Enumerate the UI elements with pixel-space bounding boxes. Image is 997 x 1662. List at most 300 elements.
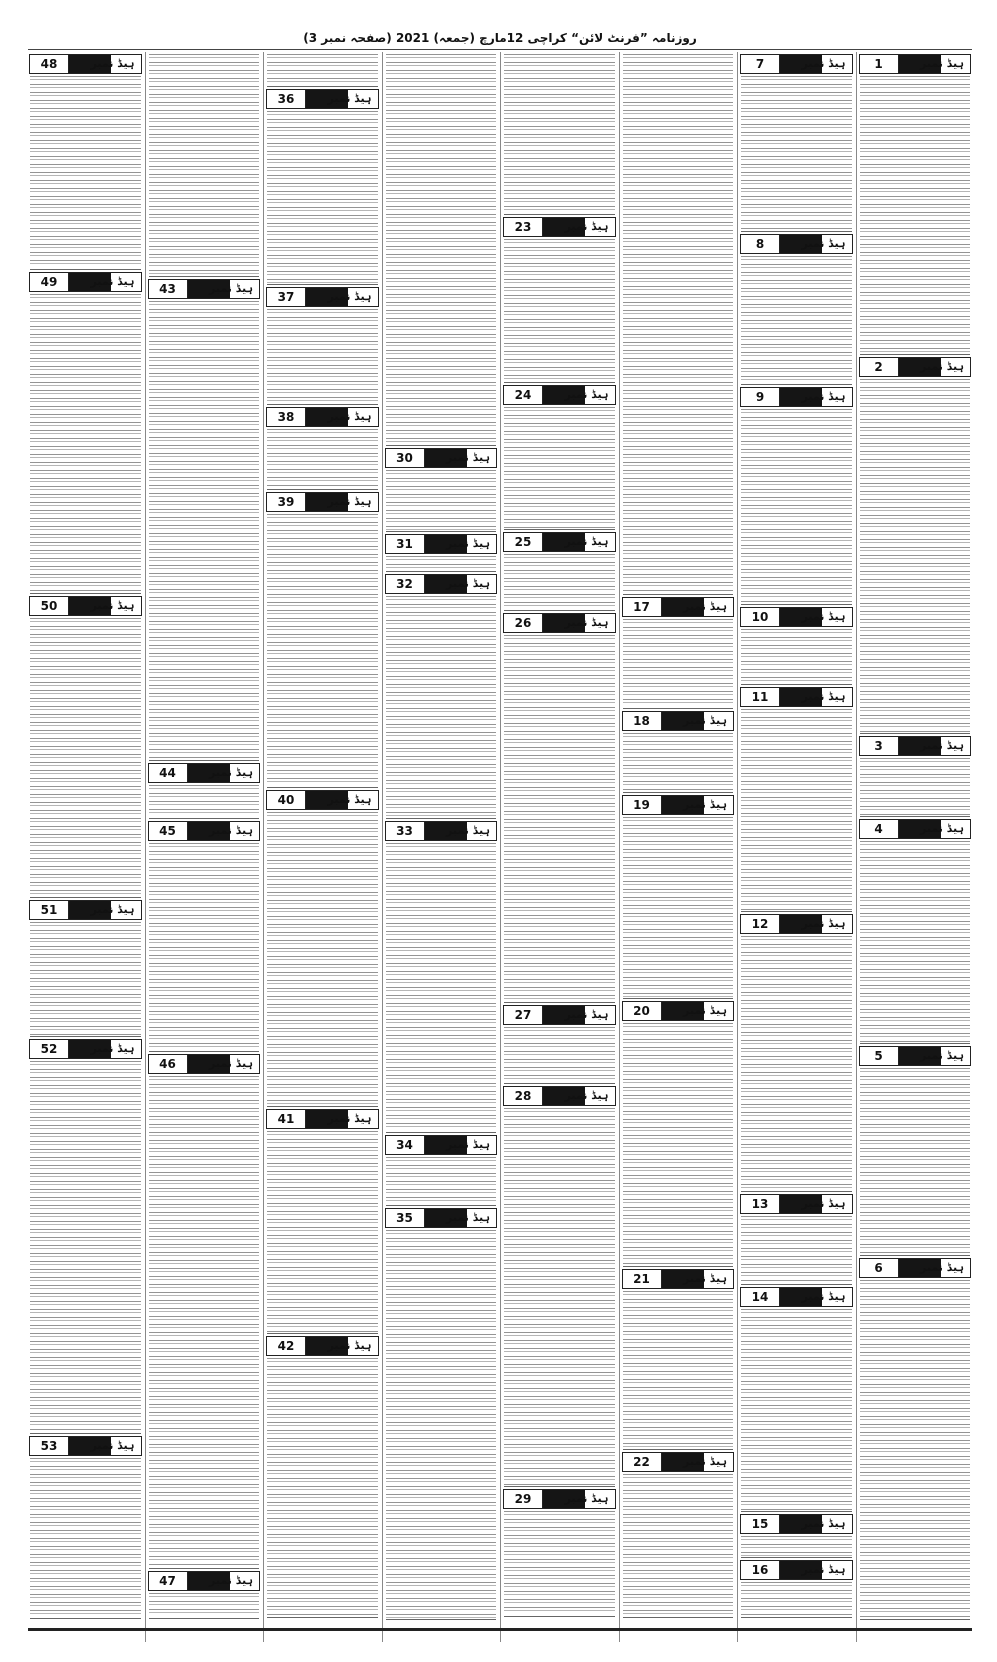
story-header-label: ہیڈ نمبر xyxy=(327,290,372,303)
story-body-text xyxy=(741,409,852,603)
story-header-label: ہیڈ نمبر xyxy=(683,798,727,811)
news-story-continued xyxy=(384,52,499,446)
story-header xyxy=(859,1046,972,1066)
column-separator xyxy=(856,52,857,1642)
story-body-text xyxy=(504,1511,615,1615)
story-body-text xyxy=(267,1131,378,1332)
story-header xyxy=(385,574,498,594)
story-header xyxy=(740,54,853,74)
story-header xyxy=(29,596,142,616)
news-story-8 xyxy=(739,232,854,385)
story-body-text xyxy=(741,1536,852,1556)
story-body-text xyxy=(860,1068,971,1254)
story-body-text xyxy=(860,841,971,1042)
news-story-47 xyxy=(147,1569,262,1619)
story-body-text xyxy=(504,554,615,609)
story-header xyxy=(503,613,616,633)
story-body-text xyxy=(267,514,378,786)
column-separator xyxy=(263,52,264,1642)
news-story-18 xyxy=(621,709,736,793)
story-header-label: ہیڈ نمبر xyxy=(564,616,609,629)
story-number: 26 xyxy=(504,614,543,632)
story-header xyxy=(266,790,379,810)
column-7 xyxy=(147,52,262,1642)
story-number: 2 xyxy=(860,358,899,376)
story-header xyxy=(503,1086,616,1106)
story-header-label: ہیڈ نمبر xyxy=(564,1089,609,1102)
news-story-11 xyxy=(739,685,854,912)
story-number: 24 xyxy=(504,386,543,404)
story-body-text xyxy=(860,76,971,353)
story-body-text xyxy=(741,256,852,383)
story-header-label: ہیڈ نمبر xyxy=(683,1004,727,1017)
story-number: 19 xyxy=(623,796,662,814)
story-body-text xyxy=(623,1291,734,1448)
story-body-text xyxy=(149,54,260,275)
column-1 xyxy=(858,52,973,1642)
story-body-text xyxy=(741,936,852,1190)
story-body-text xyxy=(30,1061,141,1432)
story-header-label: ہیڈ نمبر xyxy=(920,360,964,373)
story-header-label: ہیڈ نمبر xyxy=(564,535,609,548)
story-number: 34 xyxy=(386,1136,425,1154)
story-header xyxy=(503,532,616,552)
story-number: 1 xyxy=(860,55,899,73)
story-header xyxy=(859,1258,972,1278)
story-body-text xyxy=(741,629,852,683)
story-body-text xyxy=(30,1458,141,1617)
news-story-5 xyxy=(858,1044,973,1256)
news-story-15 xyxy=(739,1512,854,1558)
news-story-20 xyxy=(621,999,736,1267)
story-body-text xyxy=(623,1023,734,1265)
story-header xyxy=(148,763,261,783)
story-body-text xyxy=(267,111,378,283)
story-body-text xyxy=(149,1076,260,1567)
column-separator xyxy=(382,52,383,1642)
story-header-label: ہیڈ نمبر xyxy=(801,1563,846,1576)
story-number: 17 xyxy=(623,598,662,616)
story-header-label: ہیڈ نمبر xyxy=(327,410,372,423)
column-5 xyxy=(384,52,499,1642)
news-story-continued xyxy=(265,52,380,87)
story-body-text xyxy=(30,922,141,1035)
story-number: 38 xyxy=(267,408,306,426)
news-story-31 xyxy=(384,532,499,572)
story-header-label: ہیڈ نمبر xyxy=(683,1272,727,1285)
news-story-38 xyxy=(265,405,380,490)
story-body-text xyxy=(741,1582,852,1616)
story-header xyxy=(622,1452,735,1472)
story-header-label: ہیڈ نمبر xyxy=(209,766,253,779)
story-header xyxy=(29,900,142,920)
story-body-text xyxy=(30,294,141,592)
page-masthead: روزنامہ ”فرنٹ لائن“ کراچی 12مارچ (جمعہ) 2021 (صفحہ نمبر 3) xyxy=(303,31,697,45)
news-story-29 xyxy=(502,1487,617,1617)
story-number: 41 xyxy=(267,1110,306,1128)
story-body-text xyxy=(149,843,260,1050)
story-number: 29 xyxy=(504,1490,543,1508)
news-story-49 xyxy=(28,270,143,594)
story-header-label: ہیڈ نمبر xyxy=(90,275,135,288)
news-story-13 xyxy=(739,1192,854,1285)
story-divider xyxy=(741,1617,852,1618)
story-header xyxy=(266,89,379,109)
story-divider xyxy=(149,1618,260,1619)
story-header xyxy=(266,492,379,512)
story-number: 10 xyxy=(741,608,780,626)
story-header xyxy=(29,272,142,292)
story-header-label: ہیڈ نمبر xyxy=(446,824,490,837)
story-number: 22 xyxy=(623,1453,662,1471)
story-number: 6 xyxy=(860,1259,899,1277)
story-number: 5 xyxy=(860,1047,899,1065)
story-number: 30 xyxy=(386,449,425,467)
story-header xyxy=(385,1135,498,1155)
story-header-label: ہیڈ نمبر xyxy=(683,714,727,727)
column-separator xyxy=(500,52,501,1642)
story-body-text xyxy=(860,1280,971,1618)
column-6 xyxy=(265,52,380,1642)
story-header-label: ہیڈ نمبر xyxy=(683,600,727,613)
news-story-35 xyxy=(384,1206,499,1620)
story-number: 16 xyxy=(741,1561,780,1579)
story-header xyxy=(740,607,853,627)
story-header xyxy=(148,821,261,841)
story-header-label: ہیڈ نمبر xyxy=(920,739,964,752)
story-header-label: ہیڈ نمبر xyxy=(801,690,846,703)
story-body-text xyxy=(386,1230,497,1618)
story-number: 32 xyxy=(386,575,425,593)
story-number: 47 xyxy=(149,1572,188,1590)
news-story-34 xyxy=(384,1133,499,1206)
story-divider xyxy=(860,1619,971,1620)
story-header xyxy=(740,687,853,707)
news-story-28 xyxy=(502,1084,617,1487)
story-header xyxy=(622,1269,735,1289)
story-number: 36 xyxy=(267,90,306,108)
story-number: 39 xyxy=(267,493,306,511)
story-number: 23 xyxy=(504,218,543,236)
story-body-text xyxy=(504,54,615,213)
news-story-36 xyxy=(265,87,380,285)
news-story-48 xyxy=(28,52,143,270)
story-header-label: ہیڈ نمبر xyxy=(90,57,135,70)
news-story-24 xyxy=(502,383,617,530)
news-story-1 xyxy=(858,52,973,355)
story-header-label: ہیڈ نمبر xyxy=(446,451,490,464)
story-header-label: ہیڈ نمبر xyxy=(327,793,372,806)
news-story-23 xyxy=(502,215,617,383)
story-body-text xyxy=(623,619,734,707)
story-header xyxy=(266,1109,379,1129)
story-body-text xyxy=(386,556,497,570)
news-story-6 xyxy=(858,1256,973,1620)
story-header xyxy=(503,217,616,237)
news-story-32 xyxy=(384,572,499,819)
news-story-37 xyxy=(265,285,380,405)
news-story-continued xyxy=(502,52,617,215)
story-body-text xyxy=(623,817,734,997)
story-header-label: ہیڈ نمبر xyxy=(920,1049,964,1062)
story-number: 11 xyxy=(741,688,780,706)
story-header xyxy=(503,1489,616,1509)
story-header xyxy=(148,1571,261,1591)
story-header-label: ہیڈ نمبر xyxy=(801,390,846,403)
story-number: 46 xyxy=(149,1055,188,1073)
story-header-label: ہیڈ نمبر xyxy=(209,1574,253,1587)
story-header xyxy=(859,357,972,377)
story-header xyxy=(266,287,379,307)
story-header xyxy=(148,279,261,299)
story-body-text xyxy=(860,379,971,732)
story-header xyxy=(385,448,498,468)
story-header-label: ہیڈ نمبر xyxy=(327,495,372,508)
story-divider xyxy=(30,1618,141,1619)
story-header-label: ہیڈ نمبر xyxy=(209,1057,253,1070)
story-header xyxy=(29,54,142,74)
news-story-52 xyxy=(28,1037,143,1434)
story-header-label: ہیڈ نمبر xyxy=(446,1138,490,1151)
story-number: 14 xyxy=(741,1288,780,1306)
story-header xyxy=(29,1436,142,1456)
news-story-17 xyxy=(621,595,736,709)
news-story-12 xyxy=(739,912,854,1192)
news-story-22 xyxy=(621,1450,736,1618)
story-body-text xyxy=(149,785,260,817)
story-divider xyxy=(504,1616,615,1617)
story-header-label: ہیڈ نمبر xyxy=(801,1290,846,1303)
story-header xyxy=(503,385,616,405)
news-story-50 xyxy=(28,594,143,898)
story-divider xyxy=(623,1617,734,1618)
story-header xyxy=(740,1194,853,1214)
story-number: 37 xyxy=(267,288,306,306)
story-body-text xyxy=(267,54,378,85)
story-body-text xyxy=(741,1309,852,1510)
story-body-text xyxy=(30,76,141,268)
news-story-25 xyxy=(502,530,617,611)
story-number: 49 xyxy=(30,273,69,291)
story-body-text xyxy=(267,309,378,403)
story-divider xyxy=(267,1617,378,1618)
story-number: 4 xyxy=(860,820,899,838)
story-header-label: ہیڈ نمبر xyxy=(564,1008,609,1021)
news-story-46 xyxy=(147,1052,262,1569)
news-story-21 xyxy=(621,1267,736,1450)
story-number: 43 xyxy=(149,280,188,298)
story-body-text xyxy=(386,54,497,444)
column-separator xyxy=(145,52,146,1642)
story-number: 12 xyxy=(741,915,780,933)
news-story-41 xyxy=(265,1107,380,1334)
story-body-text xyxy=(149,1593,260,1617)
story-body-text xyxy=(267,1358,378,1616)
news-story-26 xyxy=(502,611,617,1003)
story-number: 20 xyxy=(623,1002,662,1020)
story-body-text xyxy=(504,1108,615,1485)
story-divider xyxy=(386,1619,497,1620)
story-number: 52 xyxy=(30,1040,69,1058)
story-body-text xyxy=(741,76,852,230)
news-story-continued xyxy=(147,52,262,277)
story-header-label: ہیڈ نمبر xyxy=(90,1042,135,1055)
column-2 xyxy=(739,52,854,1642)
story-body-text xyxy=(30,618,141,896)
story-header-label: ہیڈ نمبر xyxy=(920,57,964,70)
story-body-text xyxy=(267,429,378,488)
story-number: 50 xyxy=(30,597,69,615)
story-body-text xyxy=(149,301,260,759)
column-4 xyxy=(502,52,617,1642)
news-story-7 xyxy=(739,52,854,232)
newspaper-page xyxy=(28,30,972,1640)
news-story-51 xyxy=(28,898,143,1037)
story-header-label: ہیڈ نمبر xyxy=(564,1492,609,1505)
story-header xyxy=(740,234,853,254)
story-body-text xyxy=(386,470,497,530)
news-story-27 xyxy=(502,1003,617,1084)
story-number: 3 xyxy=(860,737,899,755)
story-header xyxy=(266,407,379,427)
story-header xyxy=(148,1054,261,1074)
story-number: 35 xyxy=(386,1209,425,1227)
story-body-text xyxy=(504,407,615,528)
story-number: 51 xyxy=(30,901,69,919)
story-header xyxy=(740,1560,853,1580)
news-story-16 xyxy=(739,1558,854,1618)
column-3 xyxy=(621,52,736,1642)
news-story-14 xyxy=(739,1285,854,1512)
story-body-text xyxy=(623,54,734,593)
story-header xyxy=(859,54,972,74)
news-story-continued xyxy=(621,52,736,595)
story-body-text xyxy=(386,596,497,817)
story-body-text xyxy=(504,239,615,381)
story-body-text xyxy=(267,812,378,1105)
story-body-text xyxy=(741,1216,852,1283)
story-header-label: ہیڈ نمبر xyxy=(327,92,372,105)
story-number: 13 xyxy=(741,1195,780,1213)
story-header-label: ہیڈ نمبر xyxy=(801,57,846,70)
story-header xyxy=(740,914,853,934)
story-header xyxy=(622,795,735,815)
story-number: 45 xyxy=(149,822,188,840)
story-number: 15 xyxy=(741,1515,780,1533)
story-header xyxy=(385,821,498,841)
story-header-label: ہیڈ نمبر xyxy=(564,388,609,401)
story-number: 53 xyxy=(30,1437,69,1455)
masthead-rule xyxy=(28,49,972,50)
story-header xyxy=(740,1287,853,1307)
story-header-label: ہیڈ نمبر xyxy=(564,220,609,233)
story-header xyxy=(503,1005,616,1025)
story-number: 44 xyxy=(149,764,188,782)
story-body-text xyxy=(860,758,971,815)
story-body-text xyxy=(741,709,852,910)
story-number: 42 xyxy=(267,1337,306,1355)
story-header xyxy=(266,1336,379,1356)
news-story-44 xyxy=(147,761,262,819)
story-header-label: ہیڈ نمبر xyxy=(90,1439,135,1452)
story-number: 48 xyxy=(30,55,69,73)
story-header xyxy=(385,1208,498,1228)
story-number: 33 xyxy=(386,822,425,840)
story-number: 28 xyxy=(504,1087,543,1105)
story-header-label: ہیڈ نمبر xyxy=(446,1211,490,1224)
news-story-30 xyxy=(384,446,499,532)
story-header xyxy=(740,1514,853,1534)
story-header xyxy=(385,534,498,554)
story-number: 25 xyxy=(504,533,543,551)
story-number: 18 xyxy=(623,712,662,730)
story-header xyxy=(622,1001,735,1021)
story-header xyxy=(859,819,972,839)
story-header xyxy=(859,736,972,756)
story-header-label: ہیڈ نمبر xyxy=(920,1261,964,1274)
news-story-39 xyxy=(265,490,380,788)
news-story-40 xyxy=(265,788,380,1107)
story-header-label: ہیڈ نمبر xyxy=(801,1517,846,1530)
news-story-3 xyxy=(858,734,973,817)
news-story-10 xyxy=(739,605,854,685)
news-story-43 xyxy=(147,277,262,761)
story-header xyxy=(622,597,735,617)
story-header-label: ہیڈ نمبر xyxy=(801,237,846,250)
story-number: 7 xyxy=(741,55,780,73)
news-story-42 xyxy=(265,1334,380,1618)
news-story-9 xyxy=(739,385,854,605)
story-header-label: ہیڈ نمبر xyxy=(446,577,490,590)
footer-rule xyxy=(28,1628,972,1631)
news-story-4 xyxy=(858,817,973,1044)
story-number: 40 xyxy=(267,791,306,809)
news-story-45 xyxy=(147,819,262,1052)
news-story-33 xyxy=(384,819,499,1133)
story-header-label: ہیڈ نمبر xyxy=(327,1339,372,1352)
story-body-text xyxy=(386,1157,497,1204)
story-number: 21 xyxy=(623,1270,662,1288)
story-header-label: ہیڈ نمبر xyxy=(683,1455,727,1468)
story-header-label: ہیڈ نمبر xyxy=(209,282,253,295)
story-number: 31 xyxy=(386,535,425,553)
story-header-label: ہیڈ نمبر xyxy=(327,1112,372,1125)
story-body-text xyxy=(623,733,734,791)
column-separator xyxy=(737,52,738,1642)
story-header xyxy=(29,1039,142,1059)
news-story-53 xyxy=(28,1434,143,1619)
news-story-2 xyxy=(858,355,973,734)
story-header-label: ہیڈ نمبر xyxy=(90,903,135,916)
story-header-label: ہیڈ نمبر xyxy=(801,917,846,930)
column-8 xyxy=(28,52,143,1642)
story-header-label: ہیڈ نمبر xyxy=(920,822,964,835)
story-body-text xyxy=(623,1474,734,1616)
column-separator xyxy=(619,52,620,1642)
story-number: 8 xyxy=(741,235,780,253)
story-number: 9 xyxy=(741,388,780,406)
story-header xyxy=(740,387,853,407)
story-header-label: ہیڈ نمبر xyxy=(209,824,253,837)
story-header-label: ہیڈ نمبر xyxy=(801,1197,846,1210)
story-header-label: ہیڈ نمبر xyxy=(801,610,846,623)
news-story-19 xyxy=(621,793,736,999)
story-number: 27 xyxy=(504,1006,543,1024)
story-header-label: ہیڈ نمبر xyxy=(90,599,135,612)
story-body-text xyxy=(504,635,615,1001)
story-header-label: ہیڈ نمبر xyxy=(446,537,490,550)
story-header xyxy=(622,711,735,731)
